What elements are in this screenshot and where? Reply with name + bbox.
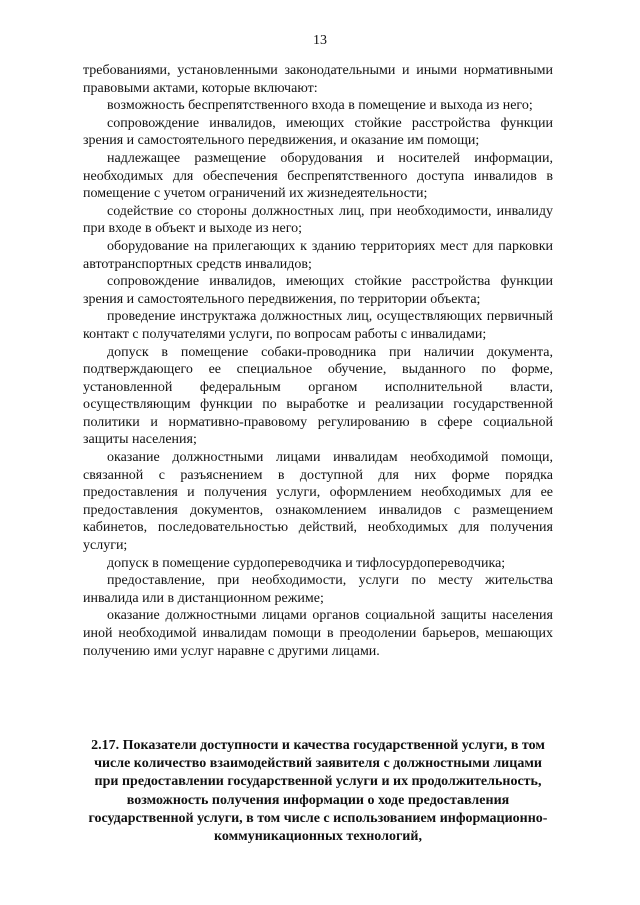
paragraph: допуск в помещение собаки-проводника при наличии документа, подтверждающего ее специальное обучение, выданного по форме, установленной федеральным органом исполнительной власти, осуществляющим функции по выработке и реализации государственной политики и нормативно-правовому регулированию в сфере социальной защиты населения; xyxy=(83,344,553,448)
page-number: 13 xyxy=(313,33,327,48)
paragraph: требованиями, установленными законодательными и иными нормативными правовыми актами, которые включают: xyxy=(83,63,553,96)
paragraph: оборудование на прилегающих к зданию территориях мест для парковки автотранспортных средств инвалидов; xyxy=(83,238,553,272)
paragraph: возможность беспрепятственного входа в помещение и выхода из него; xyxy=(107,98,533,114)
paragraph: сопровождение инвалидов, имеющих стойкие расстройства функции зрения и самостоятельного передвижения, по территории объекта; xyxy=(83,274,553,307)
paragraph: допуск в помещение сурдопереводчика и тифлосурдопереводчика; xyxy=(107,555,506,571)
section-heading: 2.17. Показатели доступности и качества государственной услуги, в том числе количество взаимодействий заявителя с должностными лицами при предоставлении государственной услуги и их продолжительность, возможность получения информации о ходе предоставления государственной услуги, в том числе с использованием информационно-коммуникационных технологий, xyxy=(88,738,548,845)
body-text xyxy=(83,62,553,660)
paragraph: проведение инструктажа должностных лиц, осуществляющих первичный контакт с получателями услуги, по вопросам работы с инвалидами; xyxy=(83,309,553,342)
paragraph: надлежащее размещение оборудования и носителей информации, необходимых для обеспечения беспрепятственного доступа инвалидов в помещение с учетом ограничений их жизнедеятельности; xyxy=(83,150,553,202)
paragraph: содействие со стороны должностных лиц, при необходимости, инвалиду при входе в объект и выходе из него; xyxy=(83,203,553,237)
paragraph: предоставление, при необходимости, услуги по месту жительства инвалида или в дистанционном режиме; xyxy=(83,573,553,606)
paragraph: сопровождение инвалидов, имеющих стойкие расстройства функции зрения и самостоятельного передвижения, и оказание им помощи; xyxy=(83,115,553,149)
paragraph: оказание должностными лицами органов социальной защиты населения иной необходимой инвалидам помощи в преодолении барьеров, мешающих получению ими услуг наравне с другими лицами. xyxy=(83,608,553,659)
paragraph: оказание должностными лицами инвалидам необходимой помощи, связанной с разъяснением в доступной для них форме порядка предоставления и получения услуги, оформлением необходимых для ее предоставления документов, ознакомлением инвалидов с размещением кабинетов, последовательностью действий, необходимых для получения услуги; xyxy=(83,450,553,554)
